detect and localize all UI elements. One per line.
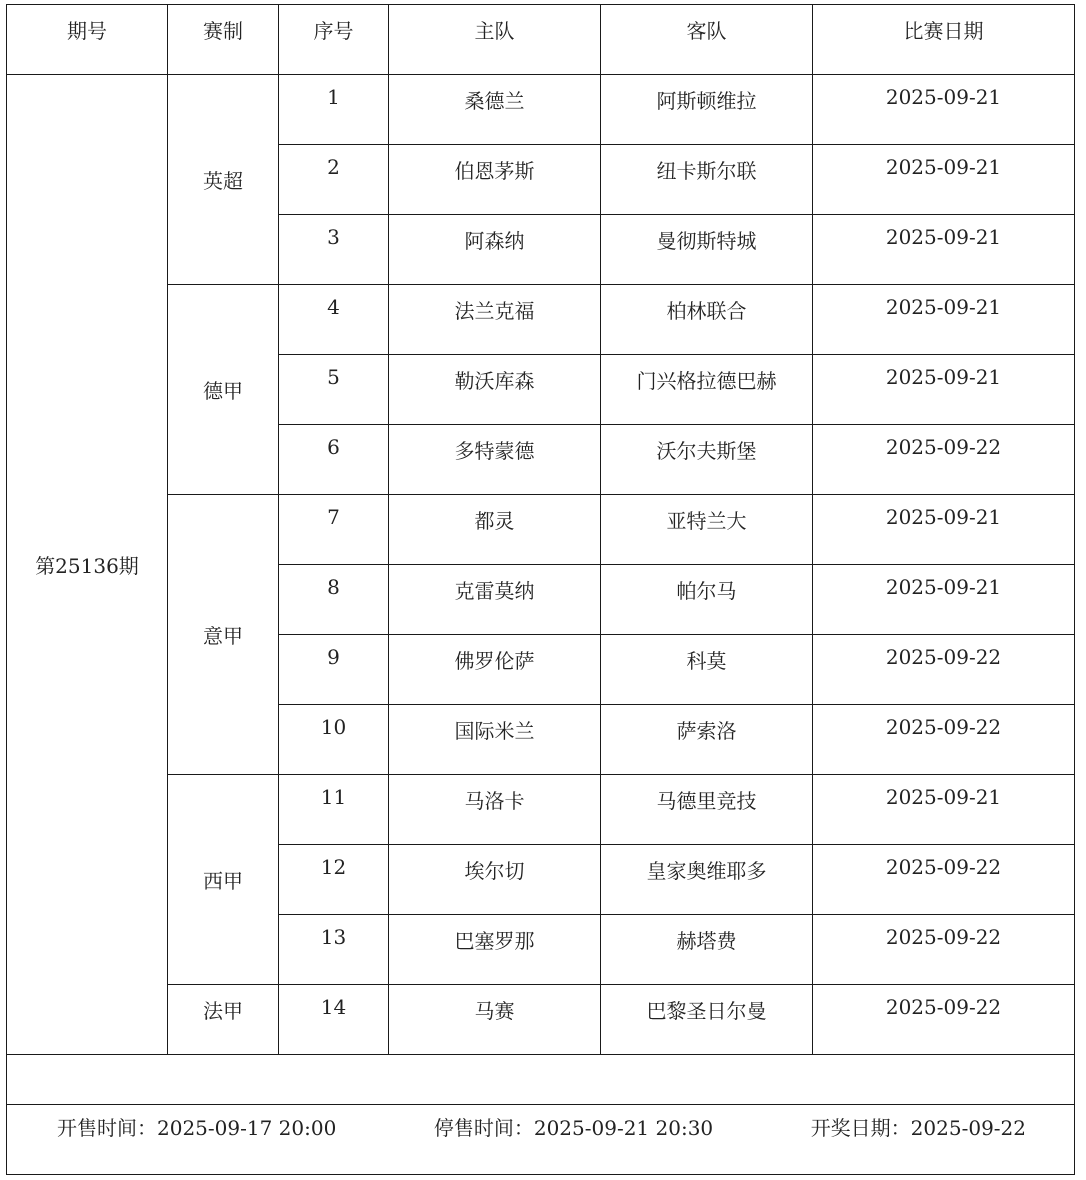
home-team: 国际米兰 [389,705,601,775]
header-date: 比赛日期 [813,5,1075,75]
home-team: 马洛卡 [389,775,601,845]
match-no: 3 [279,215,389,285]
draw-date: 开奖日期：2025-09-22 [810,1116,1026,1140]
blank-cell [7,1055,1075,1105]
sale-start-time: 开售时间：2025-09-17 20:00 [57,1116,337,1140]
home-team: 桑德兰 [389,75,601,145]
away-team: 皇家奥维耶多 [601,845,813,915]
footer-cell [7,1105,1075,1175]
header-league: 赛制 [168,5,279,75]
header-away: 客队 [601,5,813,75]
header-row [7,5,1075,75]
header-period: 期号 [7,5,168,75]
table-row [7,495,1075,565]
home-team: 伯恩茅斯 [389,145,601,215]
sale-stop-time: 停售时间：2025-09-21 20:30 [433,1116,714,1140]
match-date: 2025-09-22 [813,635,1075,705]
match-no: 2 [279,145,389,215]
table-row [7,285,1075,355]
match-date: 2025-09-22 [813,985,1075,1055]
home-team: 多特蒙德 [389,425,601,495]
home-team: 马赛 [389,985,601,1055]
match-date: 2025-09-21 [813,285,1075,355]
match-date: 2025-09-22 [813,845,1075,915]
match-no: 7 [279,495,389,565]
match-date: 2025-09-21 [813,215,1075,285]
match-no: 8 [279,565,389,635]
home-team: 阿森纳 [389,215,601,285]
table-row [7,775,1075,845]
league-cell: 英超 [168,75,279,285]
league-cell: 意甲 [168,495,279,775]
away-team: 曼彻斯特城 [601,215,813,285]
match-no: 4 [279,285,389,355]
away-team: 柏林联合 [601,285,813,355]
away-team: 赫塔费 [601,915,813,985]
away-team: 巴黎圣日尔曼 [601,985,813,1055]
match-no: 6 [279,425,389,495]
fixture-table [6,4,1075,1175]
match-date: 2025-09-21 [813,75,1075,145]
match-no: 10 [279,705,389,775]
match-no: 14 [279,985,389,1055]
match-date: 2025-09-22 [813,915,1075,985]
match-date: 2025-09-22 [813,705,1075,775]
away-team: 沃尔夫斯堡 [601,425,813,495]
away-team: 马德里竞技 [601,775,813,845]
league-cell: 德甲 [168,285,279,495]
away-team: 科莫 [601,635,813,705]
match-date: 2025-09-21 [813,495,1075,565]
away-team: 亚特兰大 [601,495,813,565]
footer-info [7,1112,1074,1167]
league-cell: 法甲 [168,985,279,1055]
home-team: 佛罗伦萨 [389,635,601,705]
match-date: 2025-09-21 [813,565,1075,635]
league-cell: 西甲 [168,775,279,985]
match-date: 2025-09-21 [813,145,1075,215]
away-team: 帕尔马 [601,565,813,635]
away-team: 萨索洛 [601,705,813,775]
header-no: 序号 [279,5,389,75]
match-no: 9 [279,635,389,705]
period-cell: 第25136期 [7,75,168,1055]
away-team: 阿斯顿维拉 [601,75,813,145]
home-team: 都灵 [389,495,601,565]
home-team: 克雷莫纳 [389,565,601,635]
match-no: 1 [279,75,389,145]
match-no: 13 [279,915,389,985]
match-no: 11 [279,775,389,845]
footer-row [7,1105,1075,1175]
match-no: 12 [279,845,389,915]
away-team: 门兴格拉德巴赫 [601,355,813,425]
away-team: 纽卡斯尔联 [601,145,813,215]
home-team: 埃尔切 [389,845,601,915]
home-team: 勒沃库森 [389,355,601,425]
match-no: 5 [279,355,389,425]
match-date: 2025-09-21 [813,775,1075,845]
header-home: 主队 [389,5,601,75]
table-row [7,75,1075,145]
table-row [7,985,1075,1055]
match-date: 2025-09-21 [813,355,1075,425]
home-team: 法兰克福 [389,285,601,355]
match-date: 2025-09-22 [813,425,1075,495]
blank-row [7,1055,1075,1105]
home-team: 巴塞罗那 [389,915,601,985]
